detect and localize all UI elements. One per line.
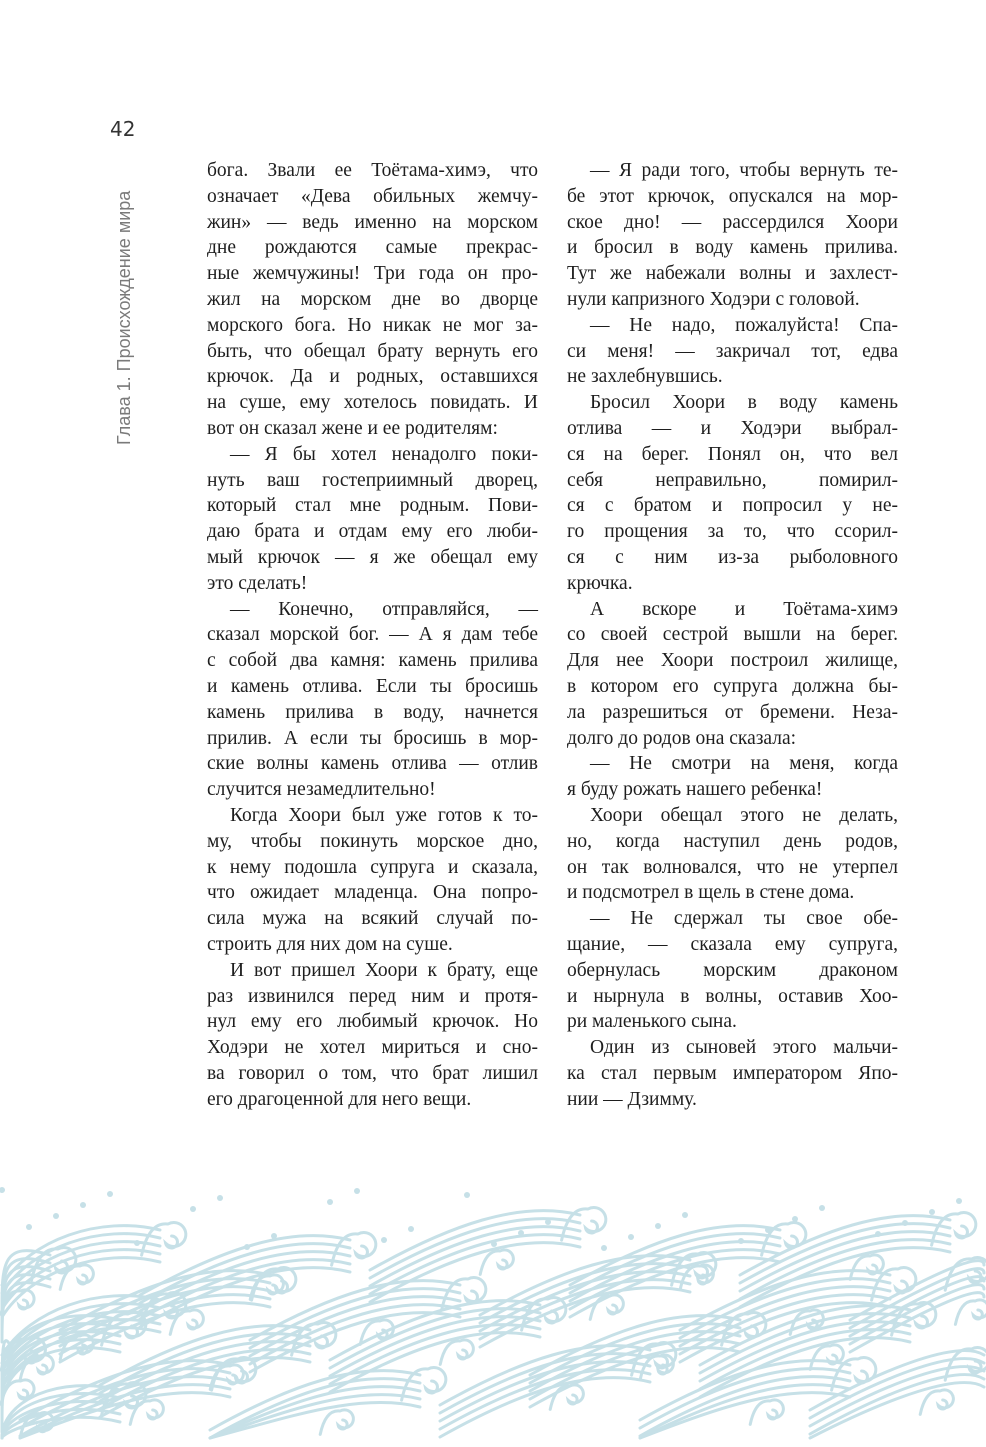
text-line: ри маленького сына. — [567, 1011, 737, 1033]
wave-stroke — [640, 1393, 850, 1438]
text-line: — Я бы хотел ненадолго поки- — [230, 443, 538, 465]
foam-dot — [682, 1212, 688, 1218]
text-line: быть, что обещал брату вернуть его — [207, 340, 538, 362]
text-line: к нему подошла супруга и сказала, — [207, 856, 538, 878]
text-line: И вот пришел Хоори к брату, еще — [230, 959, 538, 981]
page-number: 42 — [110, 117, 136, 141]
wave-stroke — [440, 1340, 473, 1365]
text-line: даю брата и отдам ему его люби- — [207, 521, 538, 543]
foam-dot — [134, 1240, 140, 1246]
text-line: жин» — ведь именно на морском — [207, 211, 538, 233]
wave-stroke — [170, 1310, 203, 1335]
text-line: дне рождаются самые прекрас- — [207, 237, 538, 259]
text-line: раз извинился перед ним и протя- — [207, 985, 538, 1007]
text-line: ские волны камень отлива — отлив — [207, 753, 538, 775]
text-line: и подсмотрел в щель в стене дома. — [567, 882, 855, 904]
text-line: и нырнула в волны, оставив Хоо- — [567, 985, 898, 1007]
text-line: его драгоценной для него вещи. — [207, 1088, 472, 1110]
text-column-right — [567, 158, 898, 1112]
text-line: — Не сдержал ты свое обе- — [590, 908, 898, 930]
foam-dot — [190, 1206, 196, 1212]
text-line: нул ему его любимый крючок. Но — [207, 1011, 538, 1033]
text-line: — Не смотри на меня, когда — [590, 753, 898, 775]
text-line: ся с братом и попросил у не- — [567, 495, 898, 517]
text-line: крючка. — [567, 572, 633, 594]
text-line: — Конечно, отправляйся, — — [230, 598, 538, 620]
foam-dot — [792, 1216, 798, 1222]
text-line: означает «Дева обильных жемчу- — [207, 185, 538, 207]
text-line: я буду рожать нашего ребенка! — [567, 779, 823, 801]
text-line: щание, — сказала ему супруга, — [567, 933, 898, 955]
text-line: случится незамедлительно! — [207, 779, 436, 801]
text-line: и камень отлива. Если ты бросишь — [207, 675, 538, 697]
foam-dot — [244, 1244, 250, 1250]
foam-dot — [601, 1245, 607, 1251]
wave-stroke — [480, 1250, 513, 1275]
text-line: си меня! — закричал тот, едва — [567, 340, 898, 362]
text-line: — Я ради того, чтобы вернуть те- — [590, 160, 898, 181]
text-line: му, чтобы покинуть морское дно, — [207, 830, 538, 852]
running-head-chapter-title: Глава 1. Происхождение мира — [114, 190, 134, 445]
text-line: ка стал первым императором Япо- — [567, 1062, 898, 1084]
foam-dot — [956, 1198, 962, 1204]
text-line: Хоори обещал этого не делать, — [590, 804, 898, 826]
text-line: не захлебнувшись. — [567, 366, 723, 388]
text-line: ся на берег. Понял он, что вел — [567, 443, 898, 465]
foam-dot — [107, 1191, 113, 1197]
text-line: обернулась морским драконом — [567, 959, 898, 981]
text-line: Тут же набежали волны и захлест- — [567, 263, 898, 285]
text-line: — Не надо, пожалуйста! Спа- — [590, 314, 898, 336]
text-line: и бросил в воду камень прилива. — [567, 237, 898, 259]
foam-dot — [765, 1227, 771, 1233]
text-line: Когда Хоори был уже готов к то- — [230, 804, 538, 826]
foam-dot — [327, 1199, 333, 1205]
text-line: на суше, ему хотелось повидать. И — [207, 392, 538, 414]
text-line: Бросил Хоори в воду камень — [590, 392, 898, 414]
text-line: строить для них дом на суше. — [207, 933, 453, 955]
text-line: Для нее Хоори построил жилище, — [567, 650, 898, 672]
text-line: Один из сыновей этого мальчи- — [590, 1037, 898, 1059]
text-line: но, когда наступил день родов, — [567, 830, 898, 852]
text-column-left — [207, 158, 538, 1112]
text-line: ла разрешиться от бремени. Неза- — [567, 701, 898, 723]
text-line: вот он сказал жене и ее родителям: — [207, 417, 498, 439]
foam-dot — [0, 1187, 5, 1193]
text-line: это сделать! — [207, 572, 308, 594]
text-line: который стал мне родным. Пови- — [207, 495, 538, 517]
foam-dot — [929, 1209, 935, 1215]
foam-dot — [80, 1202, 86, 1208]
text-line: он так волновался, что не утерпел — [567, 856, 898, 878]
foam-dot — [354, 1188, 360, 1194]
text-line: камень прилива в воду, начнется — [207, 701, 538, 723]
text-line: в котором его супруга должна бы- — [567, 675, 898, 697]
text-line: жил на морском дне во дворце — [207, 288, 538, 310]
wave-stroke — [850, 1261, 984, 1320]
wave-stroke — [955, 1300, 986, 1325]
text-line: Ходэри не хотел мириться и сно- — [207, 1037, 538, 1059]
wave-stroke — [750, 1400, 783, 1425]
text-line: себя неправильно, помирил- — [567, 469, 898, 491]
foam-dot — [26, 1224, 32, 1230]
foam-dot — [738, 1238, 744, 1244]
text-line: мый крючок — я же обещал ему — [207, 546, 538, 568]
text-line: ные жемчужины! Три года он про- — [207, 263, 538, 285]
wave-stroke — [850, 1255, 883, 1280]
text-line: нуть ваш гостеприимный дворец, — [207, 469, 538, 491]
wave-stroke — [210, 1395, 420, 1438]
text-line: нули капризного Ходэри с головой. — [567, 288, 860, 310]
foam-dot — [408, 1226, 414, 1232]
wave-stroke — [320, 1410, 353, 1435]
foam-dot — [518, 1230, 524, 1236]
text-line: бога. Звали ее Тоётама-химэ, что — [207, 160, 538, 181]
foam-dot — [53, 1213, 59, 1219]
wave-stroke — [810, 1345, 843, 1370]
text-line: отлива — и Ходэри выбрал- — [567, 417, 898, 439]
wave-stroke — [920, 1390, 953, 1415]
foam-dot — [655, 1223, 661, 1229]
wave-pattern-decoration — [0, 1180, 986, 1447]
foam-dot — [902, 1220, 908, 1226]
foam-dot — [464, 1192, 470, 1198]
foam-dot — [628, 1234, 634, 1240]
foam-dot — [491, 1241, 497, 1247]
text-line: ся с ним из-за рыболовного — [567, 546, 898, 568]
foam-dot — [271, 1233, 277, 1239]
text-line: ское дно! — рассердился Хоори — [567, 211, 898, 233]
foam-dot — [381, 1237, 387, 1243]
foam-dot — [545, 1219, 551, 1225]
foam-dot — [819, 1205, 825, 1211]
wave-stroke — [130, 1400, 163, 1425]
text-line: го прощения за то, что ссорил- — [567, 521, 898, 543]
text-line: долго до родов она сказала: — [567, 727, 797, 749]
text-line: морского бога. Но никак не мог за- — [207, 314, 538, 336]
text-line: А вскоре и Тоётама-химэ — [590, 598, 898, 620]
text-line: сила мужа на всякий случай по- — [207, 908, 538, 930]
text-line: прилив. А если ты бросишь в мор- — [207, 727, 538, 749]
text-line: бе этот крючок, опускался на мор- — [567, 185, 898, 207]
text-line: с собой два камня: камень прилива — [207, 650, 538, 672]
text-line: ва говорил о том, что брат лишил — [207, 1062, 538, 1084]
text-line: сказал морской бог. — А я дам тебе — [207, 624, 538, 646]
foam-dot — [875, 1231, 881, 1237]
text-line: нии — Дзимму. — [567, 1088, 697, 1110]
text-line: крючок. Да и родных, оставшихся — [207, 366, 538, 388]
text-line: что ожидает младенца. Она попро- — [207, 882, 538, 904]
foam-dot — [217, 1195, 223, 1201]
text-line: со своей сестрой вышли на берег. — [567, 624, 898, 646]
